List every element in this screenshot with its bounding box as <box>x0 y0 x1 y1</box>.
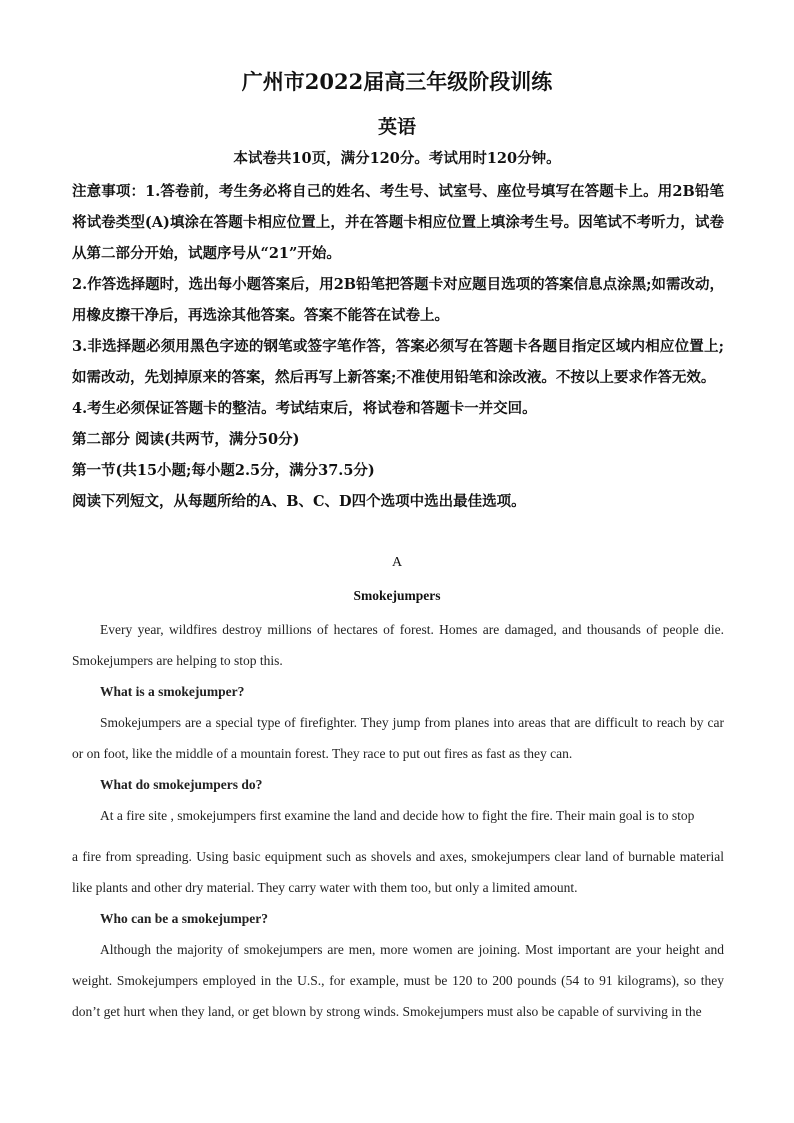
instruction-4: 4.考生必须保证答题卡的整洁。考试结束后，将试卷和答题卡一并交回。 <box>72 400 537 417</box>
passage-intro: Every year, wildfires destroy millions of hectares of forest. Homes are damaged, and thousands of people die. Smokejumpers are helping to stop this. <box>72 622 724 668</box>
part-heading: 第二部分 阅读(共两节，满分50分) <box>72 431 300 448</box>
answer-paragraph-3: Although the majority of smokejumpers are men, more women are joining. Most important are your height and weight. Smokejumpers employed in the U.S., for example, must be 120 to 200 pounds (54 to 91 kilograms), so they don’t get hurt when they land, or get blown by strong winds. Smokejumpers must also be capable of surviving in the <box>72 942 724 1019</box>
answer-paragraph-2-line1: At a fire site , smokejumpers first examine the land and decide how to fight the fire. Their main goal is to stop <box>100 808 695 823</box>
answer-paragraph-1: Smokejumpers are a special type of firefighter. They jump from planes into areas that are difficult to reach by car or on foot, like the middle of a mountain forest. They race to put out fires as fast as they can. <box>72 715 724 761</box>
page-title: 广州市2022届高三年级阶段训练 <box>241 69 553 94</box>
instruction-1: 注意事项：1.答卷前，考生务必将自己的姓名、考生号、试室号、座位号填写在答题卡上。用2B铅笔将试卷类型(A)填涂在答题卡相应位置上，并在答题卡相应位置上填涂考生号。因笔试不考听力，试卷从第二部分开始，试题序号从“21”开始。 <box>72 183 724 262</box>
passage-title: Smokejumpers <box>353 588 441 603</box>
question-heading-2: What do smokejumpers do? <box>100 777 263 792</box>
question-heading-1: What is a smokejumper? <box>100 684 245 699</box>
instruction-3: 3.非选择题必须用黑色字迹的钢笔或签字笔作答，答案必须写在答题卡各题目指定区域内相应位置上;如需改动，先划掉原来的答案，然后再写上新答案;不准使用铅笔和涂改液。不按以上要求作答无效。 <box>72 338 724 386</box>
passage-body <box>72 614 724 1027</box>
passage-label: A <box>391 555 403 570</box>
answer-paragraph-2-rest: a fire from spreading. Using basic equipment such as shovels and axes, smokejumpers clear land of burnable material like plants and other dry material. They carry water with them too, but only a limited amount. <box>72 849 724 895</box>
question-heading-3: Who can be a smokejumper? <box>100 911 268 926</box>
subject-title: 英语 <box>377 116 416 138</box>
exam-meta: 本试卷共10页，满分120分。考试用时120分钟。 <box>233 150 561 167</box>
instruction-2: 2.作答选择题时，选出每小题答案后，用2B铅笔把答题卡对应题目选项的答案信息点涂黑;如需改动，用橡皮擦干净后，再选涂其他答案。答案不能答在试卷上。 <box>72 276 724 324</box>
instructions <box>72 176 724 517</box>
section-heading: 第一节(共15小题;每小题2.5分，满分37.5分) <box>72 462 375 479</box>
reading-direction: 阅读下列短文，从每题所给的A、B、C、D四个选项中选出最佳选项。 <box>72 493 526 510</box>
